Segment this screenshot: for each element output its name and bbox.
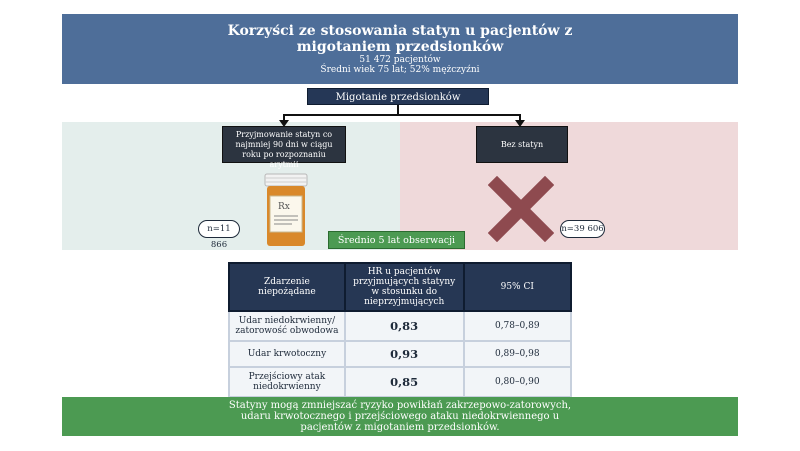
table-row (229, 341, 571, 367)
column-header-ci: 95% CI (464, 263, 571, 311)
no-statin-count-badge: n=39 606 (560, 220, 605, 238)
page-title: Korzyści ze stosowania statyn u pacjentów z migotaniem przedsionków (227, 23, 573, 55)
event-cell: Udar krwotoczny (229, 341, 345, 367)
connector-horizontal (283, 114, 521, 116)
header-banner (62, 14, 738, 84)
cross-icon (488, 176, 554, 242)
svg-text:Rx: Rx (278, 202, 290, 212)
no-statin-group-node: Bez statyn (476, 126, 568, 163)
hr-cell: 0,85 (345, 367, 464, 397)
column-header-event: Zdarzenie niepożądane (229, 263, 345, 311)
statin-count-badge: n=11 866 (198, 220, 240, 238)
table-row (229, 367, 571, 397)
results-table (228, 262, 572, 398)
pill-bottle-icon (262, 172, 310, 248)
hr-cell: 0,93 (345, 341, 464, 367)
hr-cell: 0,83 (345, 311, 464, 341)
table-header-row (229, 263, 571, 311)
followup-label: Średnio 5 lat obserwacji (328, 231, 465, 249)
table-row (229, 311, 571, 341)
conclusion-banner (62, 397, 738, 436)
column-header-hr: HR u pacjentów przyjmujących statyny w stosunku do nieprzyjmujących (345, 263, 464, 311)
conclusion-text: Statyny mogą zmniejszać ryzyko powikłań zakrzepowo-zatorowych, udaru krwotocznego i przejściowego ataku niedokrwiennego u pacjentów z migotaniem przedsionków. (228, 400, 572, 433)
ci-cell: 0,89–0,98 (464, 341, 571, 367)
statin-group-node: Przyjmowanie statyn co najmniej 90 dni w ciągu roku po rozpoznaniu arytmii (222, 126, 346, 163)
event-cell: Przejściowy atak niedokrwienny (229, 367, 345, 397)
root-node: Migotanie przedsionków (307, 88, 489, 105)
ci-cell: 0,80–0,90 (464, 367, 571, 397)
event-cell: Udar niedokrwienny/ zatorowość obwodowa (229, 311, 345, 341)
patient-count: 51 472 pacjentów (359, 55, 441, 65)
demographics: Średni wiek 75 lat; 52% mężczyźni (320, 65, 480, 75)
ci-cell: 0,78–0,89 (464, 311, 571, 341)
